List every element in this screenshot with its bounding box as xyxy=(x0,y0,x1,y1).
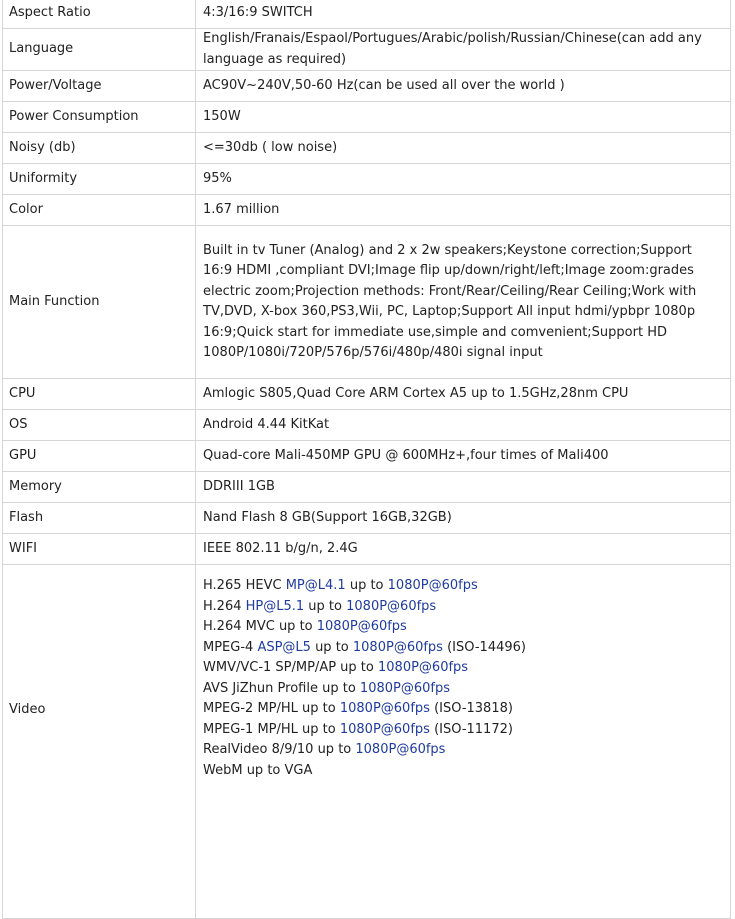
spec-row-flash xyxy=(3,503,731,534)
codec-name: MPEG-2 MP/HL xyxy=(203,701,298,716)
codec-profile-link[interactable]: MP@L4.1 xyxy=(285,578,346,593)
spec-value: Built in tv Tuner (Analog) and 2 x 2w speakers;Keystone correction;Support 16:9 HDMI ,compliant DVI;Image flip up/down/right/left;Image zoom:grades electric zoom;Projection methods: Front/Rear/Ceiling/Rear Ceiling;Work with TV,DVD, X-box 360,PS3,Wii, PC, Laptop;Support All input hdmi/ypbpr 1080p 16:9;Quick start for immediate use,simple and comvenient;Support HD 1080P/1080i/720P/576p/576i/480p/480i signal input xyxy=(196,226,731,379)
spec-label: Main Function xyxy=(3,226,196,379)
codec-standard: (ISO-11172) xyxy=(429,721,513,737)
codec-resolution-link[interactable]: 1080P@60fps xyxy=(355,742,446,757)
codec-name: MPEG-4 xyxy=(203,639,258,655)
spec-label: OS xyxy=(3,410,196,441)
codec-text: up to xyxy=(274,619,317,634)
spec-value: Quad-core Mali-450MP GPU @ 600MHz+,four times of Mali400 xyxy=(196,441,731,472)
spec-label: GPU xyxy=(3,441,196,472)
spec-value: 95% xyxy=(196,164,731,195)
spec-row-wifi xyxy=(3,534,731,565)
video-codec-line xyxy=(203,658,722,679)
codec-resolution-link[interactable]: 1080P@60fps xyxy=(339,721,430,737)
codec-text: up to xyxy=(297,701,340,716)
video-codec-line xyxy=(203,720,722,741)
video-codec-line xyxy=(203,597,722,618)
spec-label: Color xyxy=(3,195,196,226)
codec-resolution-link[interactable]: 1080P@60fps xyxy=(387,578,478,593)
codec-standard: (ISO-14496) xyxy=(442,639,526,655)
codec-name: H.265 HEVC xyxy=(203,578,286,593)
spec-row-aspect-ratio xyxy=(3,0,731,29)
codec-resolution-link[interactable]: 1080P@60fps xyxy=(316,619,407,634)
spec-row-os xyxy=(3,410,731,441)
spec-row-uniformity xyxy=(3,164,731,195)
codec-text: up to xyxy=(336,660,378,675)
spec-label: Uniformity xyxy=(3,164,196,195)
codec-resolution-link[interactable]: 1080P@60fps xyxy=(378,660,469,675)
spec-label: Aspect Ratio xyxy=(3,0,196,29)
codec-resolution-link[interactable]: 1080P@60fps xyxy=(339,701,430,716)
codec-name: WMV/VC-1 SP/MP/AP xyxy=(203,660,337,675)
spec-table xyxy=(2,0,731,919)
video-codec-line xyxy=(203,679,722,700)
spec-label: Video xyxy=(3,565,196,919)
spec-row-gpu xyxy=(3,441,731,472)
spec-label: WIFI xyxy=(3,534,196,565)
spec-value: <=30db ( low noise) xyxy=(196,133,731,164)
spec-value: 1.67 million xyxy=(196,195,731,226)
video-codec-line xyxy=(203,761,722,782)
video-codec-line xyxy=(203,740,722,761)
spec-row-noisy xyxy=(3,133,731,164)
spec-value: Nand Flash 8 GB(Support 16GB,32GB) xyxy=(196,503,731,534)
codec-resolution-link[interactable]: 1080P@60fps xyxy=(352,639,443,655)
codec-name: WebM up to VGA xyxy=(203,762,313,778)
codec-name: RealVideo 8/9/10 xyxy=(203,742,314,757)
codec-profile-link[interactable]: HP@L5.1 xyxy=(245,598,305,614)
spec-label: Power Consumption xyxy=(3,102,196,133)
spec-label: Noisy (db) xyxy=(3,133,196,164)
codec-name: H.264 MVC xyxy=(203,619,275,634)
spec-value: DDRIII 1GB xyxy=(196,472,731,503)
spec-row-color xyxy=(3,195,731,226)
spec-label: Power/Voltage xyxy=(3,71,196,102)
spec-row-video xyxy=(3,565,731,919)
spec-label: Flash xyxy=(3,503,196,534)
spec-value: Android 4.44 KitKat xyxy=(196,410,731,441)
video-codec-line xyxy=(203,699,722,720)
spec-row-cpu xyxy=(3,379,731,410)
spec-row-power-voltage xyxy=(3,71,731,102)
spec-row-power-consumption xyxy=(3,102,731,133)
codec-profile-link[interactable]: ASP@L5 xyxy=(257,639,311,655)
video-codec-line xyxy=(203,617,722,638)
video-codec-list xyxy=(196,565,731,919)
spec-value: English/Franais/Espaol/Portugues/Arabic/polish/Russian/Chinese(can add any language as required) xyxy=(196,29,731,71)
spec-row-main-function xyxy=(3,226,731,379)
video-codec-line xyxy=(203,576,722,597)
codec-resolution-link[interactable]: 1080P@60fps xyxy=(359,680,450,696)
spec-value: 150W xyxy=(196,102,731,133)
spec-value: Amlogic S805,Quad Core ARM Cortex A5 up to 1.5GHz,28nm CPU xyxy=(196,379,731,410)
spec-row-memory xyxy=(3,472,731,503)
spec-label: CPU xyxy=(3,379,196,410)
codec-resolution-link[interactable]: 1080P@60fps xyxy=(346,598,437,614)
spec-value: AC90V~240V,50-60 Hz(can be used all over the world ) xyxy=(196,71,731,102)
codec-text: up to xyxy=(345,578,388,593)
spec-label: Language xyxy=(3,29,196,71)
codec-text: up to xyxy=(317,680,360,696)
video-codec-line xyxy=(203,638,722,659)
codec-text: up to xyxy=(313,742,356,757)
codec-text: up to xyxy=(297,721,340,737)
codec-text: up to xyxy=(304,598,347,614)
spec-row-language xyxy=(3,29,731,71)
codec-text: up to xyxy=(310,639,353,655)
spec-value: IEEE 802.11 b/g/n, 2.4G xyxy=(196,534,731,565)
codec-name: H.264 xyxy=(203,598,246,614)
spec-value: 4:3/16:9 SWITCH xyxy=(196,0,731,29)
spec-label: Memory xyxy=(3,472,196,503)
codec-standard: (ISO-13818) xyxy=(429,701,513,716)
codec-name: AVS JiZhun Profile xyxy=(203,680,318,696)
codec-name: MPEG-1 MP/HL xyxy=(203,721,298,737)
